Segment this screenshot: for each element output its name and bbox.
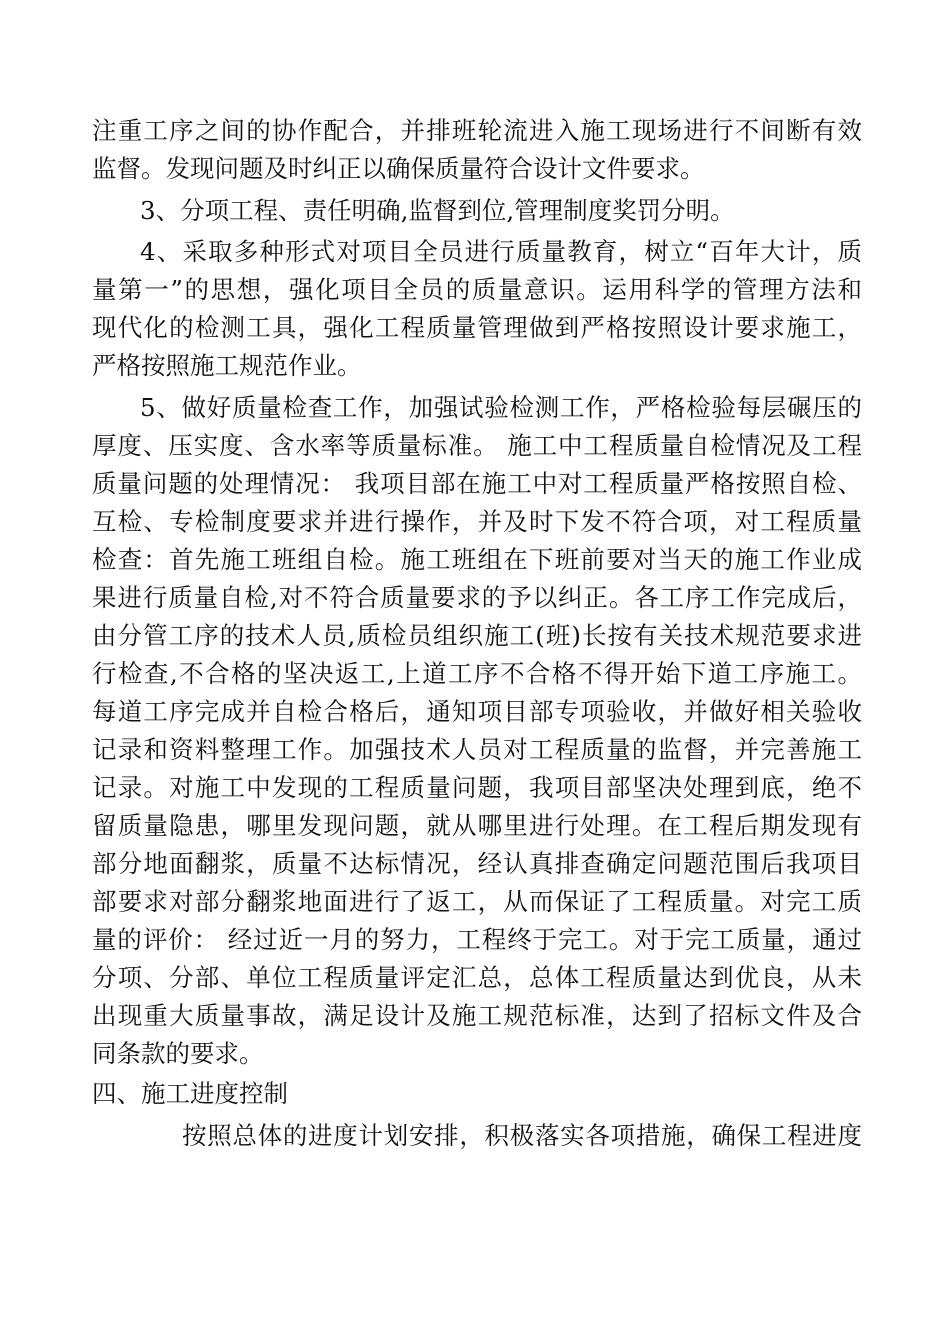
item-4-line-2: 量第一”的思想，强化项目全员的质量意识。运用科学的管理方法和 (92, 275, 862, 304)
item-5-line-18: 同条款的要求。 (92, 1039, 264, 1068)
paragraph-line-1: 注重工序之间的协作配合，并排班轮流进入施工现场进行不间断有效 (92, 116, 862, 145)
item-5-line-4: 互检、专检制度要求并进行操作，并及时下发不符合项，对工程质量 (92, 507, 862, 536)
item-5-line-15: 量的评价： 经过近一月的努力，工程终于完工。对于完工质量，通过 (92, 925, 862, 954)
item-5-line-5: 检查：首先施工班组自检。施工班组在下班前要对当天的施工作业成 (92, 545, 862, 574)
item-5-line-7: 由分管工序的技术人员,质检员组织施工(班)长按有关技术规范要求进 (92, 621, 862, 650)
item-5-line-6: 果进行质量自检,对不符合质量要求的予以纠正。各工序工作完成后， (92, 583, 862, 612)
item-5-line-17: 出现重大质量事故，满足设计及施工规范标准，达到了招标文件及合 (92, 1001, 862, 1030)
item-4-line-3: 现代化的检测工具，强化工程质量管理做到严格按照设计要求施工， (92, 313, 862, 342)
paragraph-line-2: 监督。发现问题及时纠正以确保质量符合设计文件要求。 (92, 154, 705, 183)
section-heading: 四、施工进度控制 (92, 1079, 288, 1108)
item-5-line-11: 记录。对施工中发现的工程质量问题，我项目部坚决处理到底，绝不 (92, 773, 862, 802)
item-5-line-8: 行检查,不合格的坚决返工,上道工序不合格不得开始下道工序施工。 (92, 659, 862, 688)
item-5-line-3: 质量问题的处理情况： 我项目部在施工中对工程质量严格按照自检、 (92, 469, 862, 498)
item-5-line-10: 记录和资料整理工作。加强技术人员对工程质量的监督，并完善施工 (92, 735, 862, 764)
item-5-line-1: 5、做好质量检查工作，加强试验检测工作，严格检验每层碾压的 (140, 393, 862, 422)
item-5-line-13: 部分地面翻浆，质量不达标情况，经认真排查确定问题范围后我项目 (92, 849, 862, 878)
item-4-line-4: 严格按照施工规范作业。 (92, 351, 362, 380)
item-3-line: 3、分项工程、责任明确,监督到位,管理制度奖罚分明。 (140, 196, 735, 225)
section-4-line-1: 按照总体的进度计划安排，积极落实各项措施，确保工程进度 (182, 1121, 862, 1150)
item-5-line-16: 分项、分部、单位工程质量评定汇总，总体工程质量达到优良，从未 (92, 963, 862, 992)
item-4-line-1: 4、采取多种形式对项目全员进行质量教育，树立“百年大计，质 (140, 237, 862, 266)
item-5-line-14: 部要求对部分翻浆地面进行了返工，从而保证了工程质量。对完工质 (92, 887, 862, 916)
item-5-line-12: 留质量隐患，哪里发现问题，就从哪里进行处理。在工程后期发现有 (92, 811, 862, 840)
item-5-line-9: 每道工序完成并自检合格后，通知项目部专项验收，并做好相关验收 (92, 697, 862, 726)
item-5-line-2: 厚度、压实度、含水率等质量标准。 施工中工程质量自检情况及工程 (92, 431, 862, 460)
